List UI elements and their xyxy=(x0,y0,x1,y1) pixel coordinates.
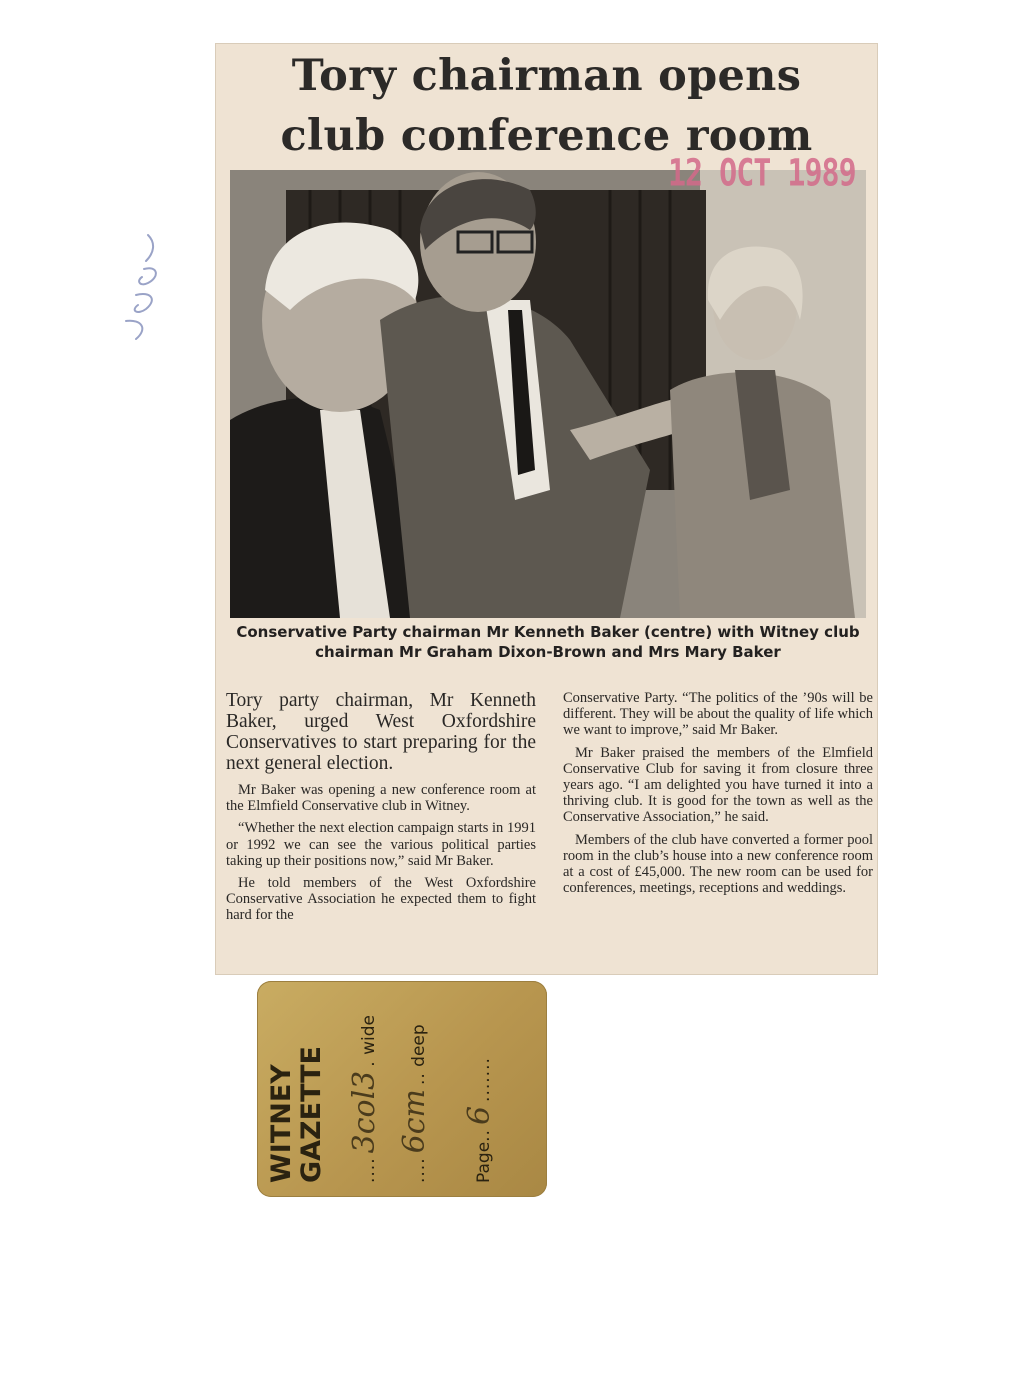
article-paragraph: Conservative Party. “The politics of the ’90s will be different. They will be about the quality of life which we want to improve,” said Mr Baker. xyxy=(563,690,873,739)
label-page-row: Page..6....... xyxy=(462,1057,497,1183)
label-wide-row: ....3col3. wide xyxy=(347,1015,382,1183)
article-column-left xyxy=(226,690,536,930)
label-wide-value: 3col3 xyxy=(347,1070,382,1154)
label-deep-row: ....6cm.. deep xyxy=(397,1024,432,1183)
label-title-line-2: GAZETTE xyxy=(296,1046,327,1183)
label-title-line-1: WITNEY xyxy=(266,1064,297,1183)
photo-caption: Conservative Party chairman Mr Kenneth Baker (centre) with Witney club chairman Mr Graham Dixon-Brown and Mrs Mary Baker xyxy=(236,623,860,661)
label-page-text: Page xyxy=(474,1141,494,1183)
article-paragraph: “Whether the next election campaign starts in 1991 or 1992 we can see the various political parties taking up their positions now,” said Mr Baker. xyxy=(226,820,536,869)
label-wide-text: wide xyxy=(359,1015,379,1055)
headline xyxy=(216,44,877,166)
photo-illustration xyxy=(230,170,866,618)
headline-line-2: club conference room xyxy=(280,111,813,161)
archive-label-rotated xyxy=(257,981,547,1197)
article-paragraph: He told members of the West Oxfordshire Conservative Association he expected them to fight hard for the xyxy=(226,875,536,924)
archive-label xyxy=(257,981,547,1197)
date-stamp: 12 OCT 1989 xyxy=(668,151,856,196)
article-paragraph: Mr Baker was opening a new conference room at the Elmfield Conservative club in Witney. xyxy=(226,782,536,815)
label-deep-text: deep xyxy=(409,1024,429,1067)
article-paragraph: Mr Baker praised the members of the Elmfield Conservative Club for saving it from closure three years ago. “I am delighted you have turned it into a thriving club. It is good for the town as well as the Conservative Association,” he said. xyxy=(563,744,873,826)
label-title xyxy=(267,993,327,1183)
article-paragraph: Members of the club have converted a former pool room in the club’s house into a new conference room at a cost of £45,000. The new room can be used for conferences, meetings, receptions and weddings. xyxy=(563,831,873,897)
label-page-value: 6 xyxy=(462,1105,497,1126)
label-deep-value: 6cm xyxy=(397,1089,432,1154)
article-column-right xyxy=(563,690,873,902)
newspaper-clipping xyxy=(216,44,877,974)
news-photo xyxy=(230,170,866,618)
handwritten-mark-icon xyxy=(96,225,176,350)
headline-line-1: Tory chairman opens xyxy=(291,51,802,101)
article-paragraph: Tory party chairman, Mr Kenneth Baker, urged West Oxfordshire Conservatives to start preparing for the next general election. xyxy=(226,690,536,774)
